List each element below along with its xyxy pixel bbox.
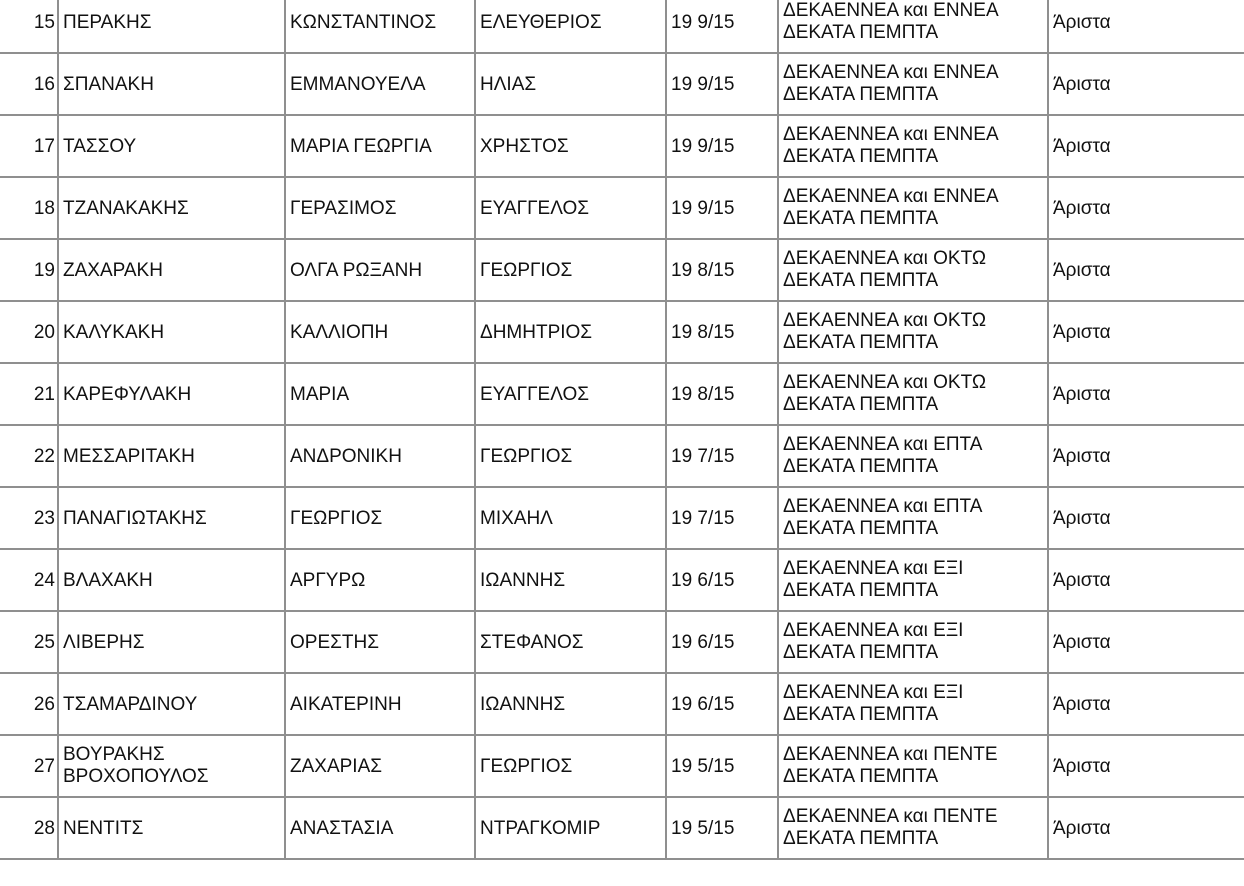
- grade-words-line-2: ΔΕΚΑΤΑ ΠΕΜΠΤΑ: [783, 766, 939, 787]
- grade-cell: 19 9/15: [666, 53, 778, 115]
- first-name-cell: ΑΝΔΡΟΝΙΚΗ: [285, 425, 475, 487]
- grade-in-words-cell: [778, 549, 1048, 611]
- row-number-cell: 15: [1, 0, 58, 53]
- table-row: [1, 549, 1244, 611]
- grade-words-line-1: ΔΕΚΑΕΝΝΕΑ και ΕΞΙ: [783, 620, 964, 641]
- grade-words-line-2: ΔΕΚΑΤΑ ΠΕΜΠΤΑ: [783, 208, 939, 229]
- grade-in-words-cell: [778, 115, 1048, 177]
- grade-cell: 19 7/15: [666, 487, 778, 549]
- surname-line: ΒΟΥΡΑΚΗΣ: [63, 744, 165, 765]
- grade-cell: 19 8/15: [666, 363, 778, 425]
- grade-words-line-2: ΔΕΚΑΤΑ ΠΕΜΠΤΑ: [783, 580, 939, 601]
- grade-words-line-1: ΔΕΚΑΕΝΝΕΑ και ΠΕΝΤΕ: [783, 806, 998, 827]
- surname-line: ΒΡΟΧΟΠΟΥΛΟΣ: [63, 766, 209, 787]
- grade-in-words-cell: [778, 673, 1048, 735]
- grade-words-line-1: ΔΕΚΑΕΝΝΕΑ και ΕΞΙ: [783, 682, 964, 703]
- grade-words-line-1: ΔΕΚΑΕΝΝΕΑ και ΕΠΤΑ: [783, 434, 983, 455]
- surname-line: ΤΑΣΣΟΥ: [63, 135, 137, 157]
- surname-cell: [58, 115, 285, 177]
- grade-in-words-cell: [778, 735, 1048, 797]
- surname-line: ΤΖΑΝΑΚΑΚΗΣ: [63, 197, 189, 219]
- row-number-cell: 21: [1, 363, 58, 425]
- row-number-cell: 22: [1, 425, 58, 487]
- father-name-cell: ΜΙΧΑΗΛ: [475, 487, 666, 549]
- first-name-cell: ΖΑΧΑΡΙΑΣ: [285, 735, 475, 797]
- surname-line: ΒΛΑΧΑΚΗ: [63, 569, 153, 591]
- surname-line: ΣΠΑΝΑΚΗ: [63, 73, 154, 95]
- surname-line: ΛΙΒΕΡΗΣ: [63, 631, 145, 653]
- surname-line: ΝΕΝΤΙΤΣ: [63, 817, 144, 839]
- grade-cell: 19 8/15: [666, 301, 778, 363]
- first-name-cell: ΓΕΩΡΓΙΟΣ: [285, 487, 475, 549]
- surname-cell: [58, 673, 285, 735]
- row-number-cell: 20: [1, 301, 58, 363]
- table-row: [1, 487, 1244, 549]
- row-number-cell: 18: [1, 177, 58, 239]
- result-cell: Άριστα: [1048, 487, 1244, 549]
- surname-cell: [58, 301, 285, 363]
- table-row: [1, 363, 1244, 425]
- father-name-cell: ΓΕΩΡΓΙΟΣ: [475, 735, 666, 797]
- grade-cell: 19 6/15: [666, 673, 778, 735]
- first-name-cell: ΕΜΜΑΝΟΥΕΛΑ: [285, 53, 475, 115]
- table-row: [1, 611, 1244, 673]
- surname-cell: [58, 611, 285, 673]
- grade-words-line-1: ΔΕΚΑΕΝΝΕΑ και ΕΝΝΕΑ: [783, 186, 999, 207]
- result-cell: Άριστα: [1048, 797, 1244, 859]
- surname-line: ΠΑΝΑΓΙΩΤΑΚΗΣ: [63, 507, 207, 529]
- table-row: [1, 53, 1244, 115]
- grade-words-line-1: ΔΕΚΑΕΝΝΕΑ και ΕΝΝΕΑ: [783, 124, 999, 145]
- grades-table-body: [1, 0, 1244, 859]
- grade-words-line-2: ΔΕΚΑΤΑ ΠΕΜΠΤΑ: [783, 394, 939, 415]
- row-number-cell: 23: [1, 487, 58, 549]
- row-number-cell: 17: [1, 115, 58, 177]
- result-cell: Άριστα: [1048, 549, 1244, 611]
- grade-words-line-1: ΔΕΚΑΕΝΝΕΑ και ΕΝΝΕΑ: [783, 0, 999, 21]
- father-name-cell: ΓΕΩΡΓΙΟΣ: [475, 239, 666, 301]
- row-number-cell: 19: [1, 239, 58, 301]
- surname-line: ΤΣΑΜΑΡΔΙΝΟΥ: [63, 693, 198, 715]
- table-row: [1, 239, 1244, 301]
- result-cell: Άριστα: [1048, 611, 1244, 673]
- result-cell: Άριστα: [1048, 0, 1244, 53]
- grade-cell: 19 7/15: [666, 425, 778, 487]
- surname-line: ΖΑΧΑΡΑΚΗ: [63, 259, 163, 281]
- grade-words-line-1: ΔΕΚΑΕΝΝΕΑ και ΟΚΤΩ: [783, 248, 987, 269]
- grade-words-line-2: ΔΕΚΑΤΑ ΠΕΜΠΤΑ: [783, 84, 939, 105]
- grade-cell: 19 6/15: [666, 611, 778, 673]
- surname-cell: [58, 549, 285, 611]
- surname-cell: [58, 425, 285, 487]
- grade-words-line-1: ΔΕΚΑΕΝΝΕΑ και ΕΝΝΕΑ: [783, 62, 999, 83]
- father-name-cell: ΕΥΑΓΓΕΛΟΣ: [475, 177, 666, 239]
- grade-cell: 19 6/15: [666, 549, 778, 611]
- result-cell: Άριστα: [1048, 673, 1244, 735]
- grade-words-line-1: ΔΕΚΑΕΝΝΕΑ και ΟΚΤΩ: [783, 372, 987, 393]
- first-name-cell: ΚΑΛΛΙΟΠΗ: [285, 301, 475, 363]
- grade-cell: 19 9/15: [666, 115, 778, 177]
- grade-words-line-2: ΔΕΚΑΤΑ ΠΕΜΠΤΑ: [783, 456, 939, 477]
- father-name-cell: ΙΩΑΝΝΗΣ: [475, 549, 666, 611]
- grade-in-words-cell: [778, 301, 1048, 363]
- result-cell: Άριστα: [1048, 177, 1244, 239]
- first-name-cell: ΜΑΡΙΑ ΓΕΩΡΓΙΑ: [285, 115, 475, 177]
- table-row: [1, 301, 1244, 363]
- father-name-cell: ΕΥΑΓΓΕΛΟΣ: [475, 363, 666, 425]
- surname-cell: [58, 177, 285, 239]
- grade-words-line-2: ΔΕΚΑΤΑ ΠΕΜΠΤΑ: [783, 704, 939, 725]
- father-name-cell: ΝΤΡΑΓΚΟΜΙΡ: [475, 797, 666, 859]
- table-row: [1, 735, 1244, 797]
- surname-cell: [58, 363, 285, 425]
- grade-in-words-cell: [778, 53, 1048, 115]
- grade-in-words-cell: [778, 0, 1048, 53]
- first-name-cell: ΑΙΚΑΤΕΡΙΝΗ: [285, 673, 475, 735]
- result-cell: Άριστα: [1048, 735, 1244, 797]
- father-name-cell: ΧΡΗΣΤΟΣ: [475, 115, 666, 177]
- table-row: [1, 797, 1244, 859]
- first-name-cell: ΑΡΓΥΡΩ: [285, 549, 475, 611]
- table-row: [1, 425, 1244, 487]
- surname-cell: [58, 0, 285, 53]
- grade-words-line-1: ΔΕΚΑΕΝΝΕΑ και ΟΚΤΩ: [783, 310, 987, 331]
- grade-cell: 19 5/15: [666, 735, 778, 797]
- table-row: [1, 177, 1244, 239]
- grade-words-line-2: ΔΕΚΑΤΑ ΠΕΜΠΤΑ: [783, 146, 939, 167]
- result-cell: Άριστα: [1048, 301, 1244, 363]
- surname-line: ΚΑΛΥΚΑΚΗ: [63, 321, 165, 343]
- row-number-cell: 27: [1, 735, 58, 797]
- grade-words-line-2: ΔΕΚΑΤΑ ΠΕΜΠΤΑ: [783, 22, 939, 43]
- row-number-cell: 25: [1, 611, 58, 673]
- result-cell: Άριστα: [1048, 115, 1244, 177]
- table-row: [1, 673, 1244, 735]
- grade-words-line-2: ΔΕΚΑΤΑ ΠΕΜΠΤΑ: [783, 270, 939, 291]
- father-name-cell: ΙΩΑΝΝΗΣ: [475, 673, 666, 735]
- surname-cell: [58, 487, 285, 549]
- grade-in-words-cell: [778, 611, 1048, 673]
- first-name-cell: ΑΝΑΣΤΑΣΙΑ: [285, 797, 475, 859]
- table-row: [1, 0, 1244, 53]
- first-name-cell: ΓΕΡΑΣΙΜΟΣ: [285, 177, 475, 239]
- surname-cell: [58, 735, 285, 797]
- result-cell: Άριστα: [1048, 53, 1244, 115]
- surname-cell: [58, 797, 285, 859]
- row-number-cell: 24: [1, 549, 58, 611]
- grade-in-words-cell: [778, 363, 1048, 425]
- father-name-cell: ΕΛΕΥΘΕΡΙΟΣ: [475, 0, 666, 53]
- grade-cell: 19 9/15: [666, 0, 778, 53]
- grade-cell: 19 9/15: [666, 177, 778, 239]
- father-name-cell: ΗΛΙΑΣ: [475, 53, 666, 115]
- grade-in-words-cell: [778, 177, 1048, 239]
- grade-words-line-2: ΔΕΚΑΤΑ ΠΕΜΠΤΑ: [783, 642, 939, 663]
- grade-words-line-2: ΔΕΚΑΤΑ ΠΕΜΠΤΑ: [783, 518, 939, 539]
- table-row: [1, 115, 1244, 177]
- grade-in-words-cell: [778, 239, 1048, 301]
- father-name-cell: ΣΤΕΦΑΝΟΣ: [475, 611, 666, 673]
- row-number-cell: 26: [1, 673, 58, 735]
- surname-line: ΜΕΣΣΑΡΙΤΑΚΗ: [63, 445, 195, 467]
- surname-line: ΚΑΡΕΦΥΛΑΚΗ: [63, 383, 192, 405]
- result-cell: Άριστα: [1048, 239, 1244, 301]
- grade-words-line-2: ΔΕΚΑΤΑ ΠΕΜΠΤΑ: [783, 332, 939, 353]
- grade-cell: 19 8/15: [666, 239, 778, 301]
- grade-in-words-cell: [778, 487, 1048, 549]
- grade-words-line-1: ΔΕΚΑΕΝΝΕΑ και ΕΞΙ: [783, 558, 964, 579]
- row-number-cell: 16: [1, 53, 58, 115]
- first-name-cell: ΚΩΝΣΤΑΝΤΙΝΟΣ: [285, 0, 475, 53]
- surname-cell: [58, 53, 285, 115]
- grade-words-line-1: ΔΕΚΑΕΝΝΕΑ και ΕΠΤΑ: [783, 496, 983, 517]
- grade-words-line-1: ΔΕΚΑΕΝΝΕΑ και ΠΕΝΤΕ: [783, 744, 998, 765]
- result-cell: Άριστα: [1048, 363, 1244, 425]
- grade-words-line-2: ΔΕΚΑΤΑ ΠΕΜΠΤΑ: [783, 828, 939, 849]
- grade-cell: 19 5/15: [666, 797, 778, 859]
- father-name-cell: ΔΗΜΗΤΡΙΟΣ: [475, 301, 666, 363]
- father-name-cell: ΓΕΩΡΓΙΟΣ: [475, 425, 666, 487]
- first-name-cell: ΜΑΡΙΑ: [285, 363, 475, 425]
- surname-cell: [58, 239, 285, 301]
- surname-line: ΠΕΡΑΚΗΣ: [63, 11, 152, 33]
- result-cell: Άριστα: [1048, 425, 1244, 487]
- grade-in-words-cell: [778, 425, 1048, 487]
- grade-in-words-cell: [778, 797, 1048, 859]
- first-name-cell: ΟΡΕΣΤΗΣ: [285, 611, 475, 673]
- row-number-cell: 28: [1, 797, 58, 859]
- first-name-cell: ΟΛΓΑ ΡΩΞΑΝΗ: [285, 239, 475, 301]
